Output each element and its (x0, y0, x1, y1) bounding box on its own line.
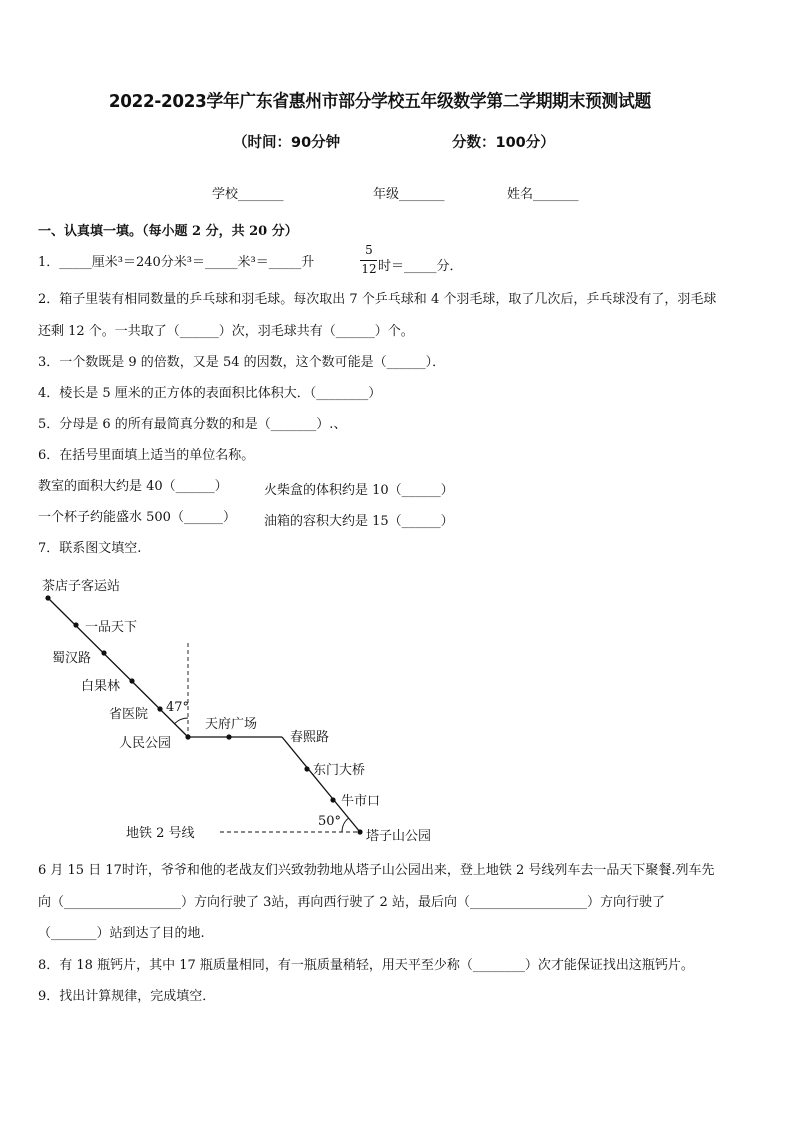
question-2-line1: 2．箱子里装有相同数量的乒乓球和羽毛球。每次取出 7 个乒乓球和 4 个羽毛球，取了几次后，乒乓球没有了，羽毛球 (38, 292, 717, 307)
question-6d: 油箱的容积大约是 15（______） (264, 514, 454, 529)
station-dot (226, 734, 231, 739)
question-8: 8．有 18 瓶钙片，其中 17 瓶质量相同，有一瓶质量稍轻，用天平至少称（________）次才能保证找出这瓶钙片。 (38, 958, 694, 973)
station-label: 白果林 (81, 679, 121, 694)
station-label: 一品天下 (85, 620, 138, 635)
station-dot (185, 734, 190, 739)
station-dot (157, 706, 162, 711)
angle-label-50: 50° (318, 814, 342, 829)
station-label: 人民公园 (119, 736, 172, 751)
question-6c: 一个杯子约能盛水 500（______） (38, 510, 236, 525)
question-7-intro: 7．联系图文填空. (38, 541, 142, 556)
angle-arc-47 (175, 718, 188, 724)
page-title: 2022-2023学年广东省惠州市部分学校五年级数学第二学期期末预测试题 (108, 92, 651, 112)
station-dot (330, 797, 335, 802)
metro-line-label: 地铁 2 号线 (126, 826, 195, 841)
question-1b: 时＝_____分． (378, 259, 463, 274)
exam-time: （时间：90分钟 (233, 135, 341, 151)
station-dot (101, 650, 106, 655)
question-6-intro: 6．在括号里面填上适当的单位名称。 (38, 448, 255, 463)
question-3: 3．一个数既是 9 的倍数，又是 54 的因数，这个数可能是（______）． (38, 355, 446, 370)
station-dot (45, 595, 50, 600)
fraction-denominator: 12 (361, 262, 377, 276)
station-label: 牛市口 (341, 794, 381, 809)
station-label: 东门大桥 (313, 763, 366, 778)
station-dot (304, 766, 309, 771)
station-label: 蜀汉路 (52, 651, 92, 666)
question-6b: 火柴盒的体积约是 10（______） (264, 483, 454, 498)
school-field: 学校_______ (212, 187, 284, 202)
question-4: 4．棱长是 5 厘米的正方体的表面积比体积大．（________） (38, 386, 382, 401)
angle-label-47: 47° (166, 700, 190, 715)
station-label: 省医院 (109, 707, 149, 722)
grade-field: 年级_______ (373, 187, 445, 202)
question-7-line2: 向（__________________）方向行驶了 3站，再向西行驶了 2 站，最后向（__________________）方向行驶了 (38, 895, 665, 910)
station-label: 天府广场 (205, 717, 258, 732)
question-7-line1: 6 月 15 日 17时许，爷爷和他的老战友们兴致勃勃地从塔子山公园出来，登上地铁 2 号线列车去一品天下聚餐.列车先 (38, 863, 715, 878)
question-5: 5．分母是 6 的所有最简真分数的和是（_______）.、 (38, 417, 347, 432)
question-6a: 教室的面积大约是 40（______） (38, 479, 228, 494)
station-dot (73, 622, 78, 627)
station-dot (357, 829, 362, 834)
station-label: 塔子山公园 (366, 829, 432, 844)
question-1a: 1．_____厘米³＝240分米³＝_____米³＝_____升 (38, 255, 315, 270)
name-field: 姓名_______ (507, 187, 579, 202)
station-label: 春熙路 (290, 730, 330, 745)
exam-score: 分数：100分） (452, 135, 555, 151)
section-heading: 一、认真填一填。（每小题 2 分，共 20 分） (38, 224, 298, 239)
station-label: 茶店子客运站 (42, 579, 121, 594)
angle-arc-50 (342, 818, 348, 832)
question-2-line2: 还剩 12 个。一共取了（______）次，羽毛球共有（______）个。 (38, 324, 414, 339)
question-9: 9．找出计算规律，完成填空． (38, 989, 216, 1004)
question-7-line3: （_______）站到达了目的地. (38, 926, 205, 941)
station-dot (129, 678, 134, 683)
fraction-numerator: 5 (365, 243, 373, 257)
